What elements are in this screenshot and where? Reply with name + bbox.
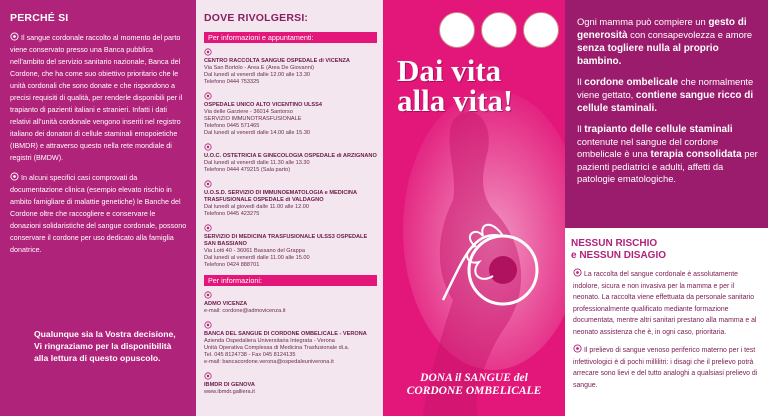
contact-entry-line: Telefono 0444 479215 (Sala parto) (204, 167, 291, 173)
flower-icon (573, 344, 582, 353)
contact-entry-line: Telefono 0444 753325 (204, 79, 260, 85)
contact-entry-title: U.O.C. OSTETRICIA E GINECOLOGIA OSPEDALE di ARZIGNANO (204, 153, 377, 159)
contact-entry (204, 321, 377, 366)
cover-title-line-1: Dai vita (397, 53, 502, 88)
contact-entry-title: OSPEDALE UNICO ALTO VICENTINO ULSS4 (204, 102, 322, 108)
cover-subtitle-line-1: DONA il SANGUE del (420, 372, 528, 384)
contact-entry-line: Telefono 0445 571465 (204, 123, 260, 129)
cord-text-bold-2: contiene sangue ricco di cellule staminali. (577, 90, 754, 114)
no-risk-section (565, 228, 768, 416)
cover-title (397, 53, 565, 118)
generosity-text-plain: Ogni mamma può compiere un (577, 16, 709, 27)
flower-icon (204, 291, 212, 299)
flower-icon (573, 268, 582, 277)
section-heading-perche-si: PERCHÉ SI (10, 12, 69, 24)
no-risk-paragraph-2-text: Il prelievo di sangue venoso periferico materno per i test infettivologici è di pochi millilitri: i disagi che il prelievo potrà arrecare sono lievi e del tutto analoghi a qualsiasi prelievo di sangue. (573, 347, 758, 389)
info-bar: Per informazioni: (204, 275, 377, 286)
contact-entry (204, 180, 377, 218)
flower-icon (204, 321, 212, 329)
contact-entry-line: e-mail: bancacordone.verona@ospedaleuniverona.it (204, 359, 334, 365)
section-heading-dove-rivolgersi: DOVE RIVOLGERSI: (204, 12, 309, 24)
left-panel (0, 0, 196, 416)
flower-icon (204, 180, 212, 188)
flower-icon (10, 32, 19, 41)
contact-entry-line: Dal lunedì al giovedì dalle 11.00 alle 12.00 (204, 204, 310, 210)
cord-text (565, 76, 768, 115)
transplant-text (565, 123, 768, 185)
contact-entry-title: ADMO VICENZA (204, 301, 248, 307)
transplant-text-bold-2: terapia consolidata (650, 149, 742, 160)
flower-icon (10, 172, 19, 181)
flower-icon (204, 143, 212, 151)
contact-entry-line: Tel. 045 8124738 - Fax 045 8124135 (204, 352, 296, 358)
contact-entry (204, 143, 377, 174)
cord-text-bold: cordone ombelicale (584, 77, 679, 88)
contact-entry-title: BANCA DEL SANGUE DI CORDONE OMBELICALE - VERONA (204, 331, 367, 337)
generosity-text-tail: con consapevolezza e amore (627, 29, 753, 40)
generosity-text-bold: gesto di generosità (577, 17, 747, 41)
paragraph-1-text: Il sangue cordonale raccolto al momento del parto viene conservato presso una Banca pubblica nell’ambito del servizio sanitario nazionale, Banca del Cordone, che ha come suo obiettivo prioritario che le unità cordonali che sono donate e che rispondono a precisi requisiti di qualità, per renderle disponibili per il trapianto di pazienti italiani e stranieri. Infatti i dati relativi all’unità cordonale vengono inseriti nel registro italiano dei donatori di cellule staminali emopoietiche (IBMDR) e attraverso questo nella rete mondiale di registri (BMDW). (10, 33, 183, 162)
no-risk-heading (571, 238, 768, 262)
transplant-text-plain: Il (577, 123, 585, 134)
cover-title-line-2: alla vita! (397, 83, 514, 118)
transplant-text-tail: contenute nel sangue del cordone ombelicale è una (577, 136, 719, 159)
contact-entry (204, 92, 377, 137)
contact-entry-line: Via delle Garziere - 36014 Santorso (204, 109, 293, 115)
flower-icon (204, 92, 212, 100)
no-risk-paragraph-1 (573, 268, 762, 338)
contact-entry-title: CENTRO RACCOLTA SANGUE OSPEDALE di VICENZA (204, 58, 350, 64)
contact-entry-line: Dal lunedì al venerdì dalle 12.00 alle 13.30 (204, 72, 311, 78)
no-risk-paragraph-2 (573, 344, 762, 391)
no-risk-heading-line-1: NESSUN RISCHIO (571, 238, 658, 249)
paragraph-1 (10, 32, 188, 164)
contact-list (204, 48, 377, 269)
generosity-text (565, 16, 768, 68)
contact-entry-line: Telefono 0445 423275 (204, 211, 260, 217)
contact-entry (204, 224, 377, 269)
contact-entry (204, 291, 377, 315)
info-list (204, 291, 377, 396)
contact-entry-title: SERVIZIO DI MEDICINA TRASFUSIONALE ULSS3 OSPEDALE SAN BASSIANO (204, 234, 368, 247)
contact-entry-line: Via San Bortolo - Area E (Area De Giovanni) (204, 65, 314, 71)
info-appointments-bar: Per informazioni e appuntamenti: (204, 32, 377, 43)
contact-entry-line: Dal lunedì al venerdì dalle 11.30 alle 13.30 (204, 160, 310, 166)
contact-entry (204, 48, 377, 86)
no-risk-paragraph-1-text: La raccolta del sangue cordonale è assolutamente indolore, sicura e non invasiva per la mamma e per il neonato. La raccolta viene effettuata da personale sanitario professionalmente qualificato mediante formazione documentata, mentre altri sanitari prestano alla mamma e al neonato assistenza che è, in ogni caso, prioritaria. (573, 271, 757, 336)
generosity-text-bold-2: senza togliere nulla al proprio bambino. (577, 43, 719, 67)
cord-text-tail: che normalmente viene gettato, (577, 76, 754, 100)
paragraph-2-text: In alcuni specifici casi comprovati da documentazione clinica (esempio elevato rischio in ambito famigliare di malattie genetiche) le Banche del Cordone oltre che raccogliere e conservare le donazioni solidaristiche del sangue cordonale, possono conservare il cordone per uso dedicato alla famiglia donatrice. (10, 173, 187, 254)
middle-panel (196, 0, 383, 416)
contact-entry-line: SERVIZIO IMMUNOTRASFUSIONALE (204, 116, 302, 122)
contact-entry-line: Unità Operativa Complessa di Medicina Trasfusionale di.a. (204, 345, 350, 351)
contact-entry-line: Via Lotti 40 - 36061 Bassano del Grappa (204, 248, 305, 254)
contact-entry-title: IBMDR DI GENOVA (204, 382, 255, 388)
contact-entry-line: e-mail: cordone@admovicenza.it (204, 308, 286, 314)
transplant-text-tail-2: per pazienti pediatrici e adulti, affetti da patologie ematologiche. (577, 148, 758, 184)
no-risk-heading-line-2: e NESSUN DISAGIO (571, 250, 667, 261)
contact-entry-line: Telefono 0424 888701 (204, 262, 260, 268)
contact-entry-line: Dal lunedì al venerdì dalle 14.00 alle 15.30 (204, 130, 311, 136)
contact-entry-line: Dal lunedì al venerdì dalle 11.00 alle 15.00 (204, 255, 310, 261)
contact-entry-line: www.ibmdr.galliera.it (204, 389, 255, 395)
closing-thanks: Qualunque sia la Vostra decisione, Vi ringraziamo per la disponibilità alla lettura di questo opuscolo. (34, 329, 176, 363)
contact-entry-line: Azienda Ospedaliera Universitaria Integrata - Verona (204, 338, 335, 344)
paragraph-2 (10, 172, 188, 256)
cover-subtitle (387, 372, 561, 398)
right-panel (565, 0, 768, 416)
flower-icon (204, 48, 212, 56)
cover-subtitle-line-2: CORDONE OMBELICALE (406, 385, 542, 397)
contact-entry (204, 372, 377, 396)
cord-text-plain: Il (577, 76, 585, 87)
cover-panel (383, 0, 565, 416)
flower-icon (204, 224, 212, 232)
flower-icon (204, 372, 212, 380)
contact-entry-title: U.O.S.D. SERVIZIO DI IMMUNOEMATOLOGIA e MEDICINA TRASFUSIONALE OSPEDALE di VALDAGNO (204, 190, 357, 203)
transplant-text-bold: trapianto delle cellule staminali (584, 124, 733, 135)
